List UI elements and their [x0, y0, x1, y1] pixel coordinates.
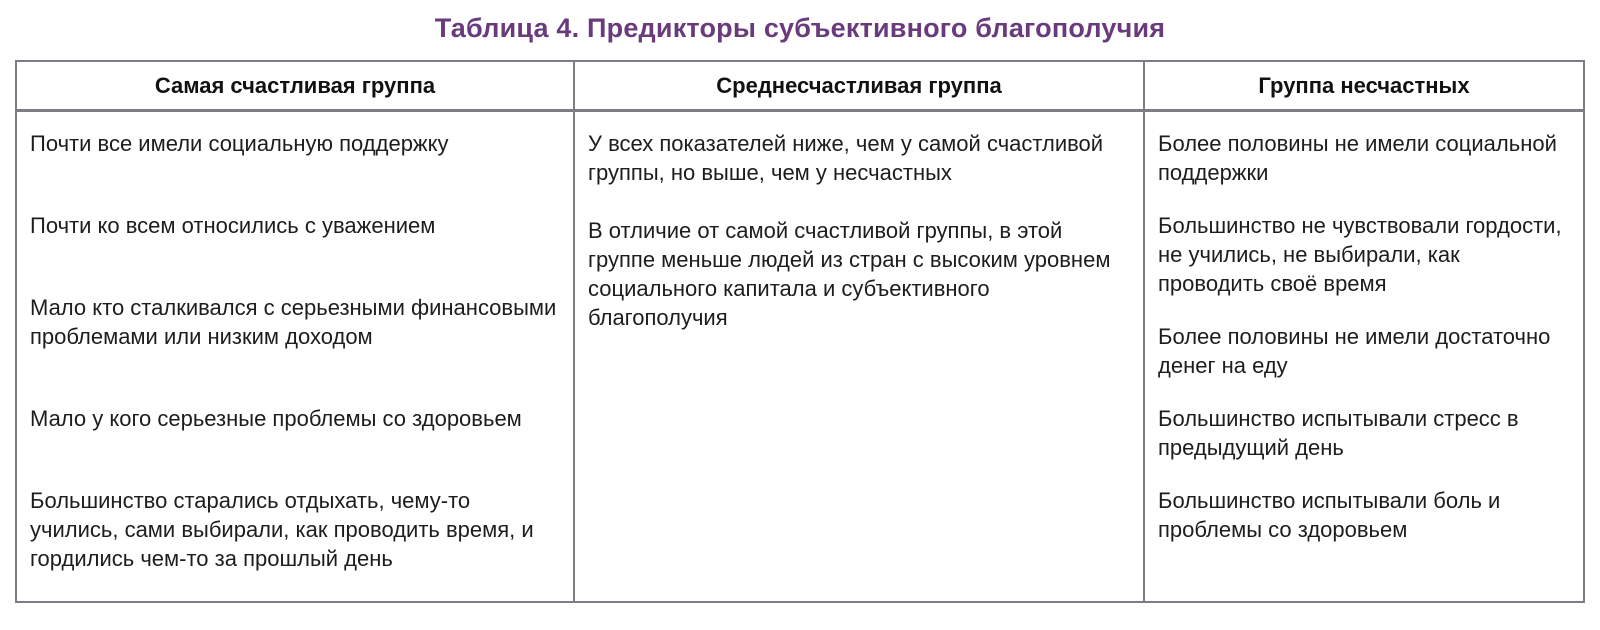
- predictor-item: Почти все имели социальную поддержку: [30, 131, 449, 156]
- page-title: Таблица 4. Предикторы субъективного благополучия: [434, 13, 1166, 43]
- predictor-item: Большинство старались отдыхать, чему-то учились, сами выбирали, как проводить время, и гордились чем-то за прошлый день: [30, 488, 534, 571]
- column-body-happiest: [17, 112, 575, 601]
- column-header-unhappy: Группа несчастных: [1145, 62, 1583, 112]
- predictor-item: Более половины не имели достаточно денег на еду: [1158, 324, 1551, 378]
- predictor-item: У всех показателей ниже, чем у самой счастливой группы, но выше, чем у несчастных: [588, 131, 1104, 185]
- predictor-item: В отличие от самой счастливой группы, в этой группе меньше людей из стран с высоким уровнем социального капитала и субъективного благополучия: [588, 218, 1111, 330]
- column-body-medium: [575, 112, 1145, 601]
- predictors-table: [15, 60, 1585, 603]
- column-header-happiest: Самая счастливая группа: [17, 62, 575, 112]
- predictor-item: Более половины не имели социальной поддержки: [1158, 131, 1557, 185]
- predictor-item: Почти ко всем относились с уважением: [30, 213, 436, 238]
- predictor-item: Большинство испытывали боль и проблемы со здоровьем: [1158, 488, 1501, 542]
- predictor-item: Мало у кого серьезные проблемы со здоровьем: [30, 406, 522, 431]
- column-body-unhappy: [1145, 112, 1583, 601]
- predictor-item: Большинство испытывали стресс в предыдущий день: [1158, 406, 1519, 460]
- predictor-item: Большинство не чувствовали гордости, не учились, не выбирали, как проводить своё время: [1158, 213, 1562, 296]
- predictor-item: Мало кто сталкивался с серьезными финансовыми проблемами или низким доходом: [30, 295, 557, 349]
- column-header-medium: Среднесчастливая группа: [575, 62, 1145, 112]
